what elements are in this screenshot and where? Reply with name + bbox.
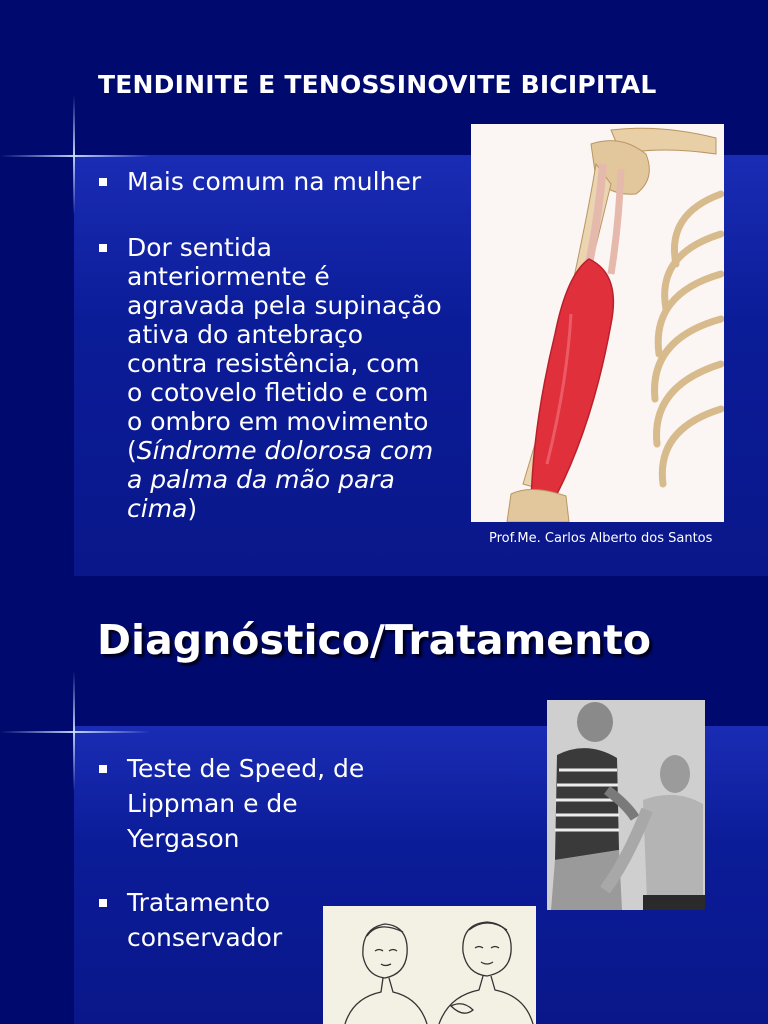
bullet-square-icon: [99, 244, 107, 252]
bullet-item: [99, 751, 399, 856]
syndrome-name-line: Síndrome dolorosa com: [136, 436, 434, 465]
star-sparkle-icon: [73, 671, 75, 791]
patients-sketch-drawing: [323, 906, 536, 1024]
bullet-line: contra resistência, com: [127, 349, 420, 378]
slide-title: TENDINITE E TENOSSINOVITE BICIPITAL: [98, 70, 657, 99]
bullet-line: o cotovelo fletido e com: [127, 378, 429, 407]
examination-photo-drawing: [547, 700, 705, 910]
elderly-patients-sketch: [323, 906, 536, 1024]
biceps-anatomy-image: [471, 124, 724, 522]
author-credit: Prof.Me. Carlos Alberto dos Santos: [489, 531, 713, 546]
paren-open: (: [127, 436, 137, 465]
bullet-line: ativa do antebraço: [127, 320, 364, 349]
syndrome-name-line: cima: [127, 494, 188, 523]
bullet-line: Tratamento: [127, 888, 270, 917]
paren-close: ): [187, 494, 198, 523]
star-sparkle-icon: [73, 95, 75, 215]
background-band-left: [0, 576, 74, 1024]
bullet-line: agravada pela supinação: [127, 291, 442, 320]
bullet-text: Mais comum na mulher: [127, 167, 422, 196]
bullet-square-icon: [99, 765, 107, 773]
speed-test-photo: [547, 700, 705, 910]
bullet-square-icon: [99, 899, 107, 907]
bullet-line: Teste de Speed, de: [127, 754, 365, 783]
bullet-line: o ombro em movimento: [127, 407, 429, 436]
bullet-item: [99, 167, 469, 196]
bullet-list: [99, 167, 469, 560]
bullet-line: Dor sentida: [127, 233, 272, 262]
slide-title: Diagnóstico/Tratamento: [97, 616, 652, 664]
syndrome-name-line: a palma da mão para: [127, 465, 395, 494]
bullet-line: anteriormente é: [127, 262, 330, 291]
star-sparkle-icon: [0, 731, 150, 733]
star-sparkle-icon: [0, 155, 150, 157]
biceps-anatomy-drawing: [471, 124, 724, 522]
bullet-line: Lippman e de: [127, 789, 298, 818]
slide-diagnostico: [0, 576, 768, 1024]
bullet-line: conservador: [127, 923, 283, 952]
background-band-left: [0, 0, 74, 576]
bullet-line: Yergason: [127, 824, 240, 853]
bullet-square-icon: [99, 178, 107, 186]
bullet-item: [99, 233, 469, 523]
